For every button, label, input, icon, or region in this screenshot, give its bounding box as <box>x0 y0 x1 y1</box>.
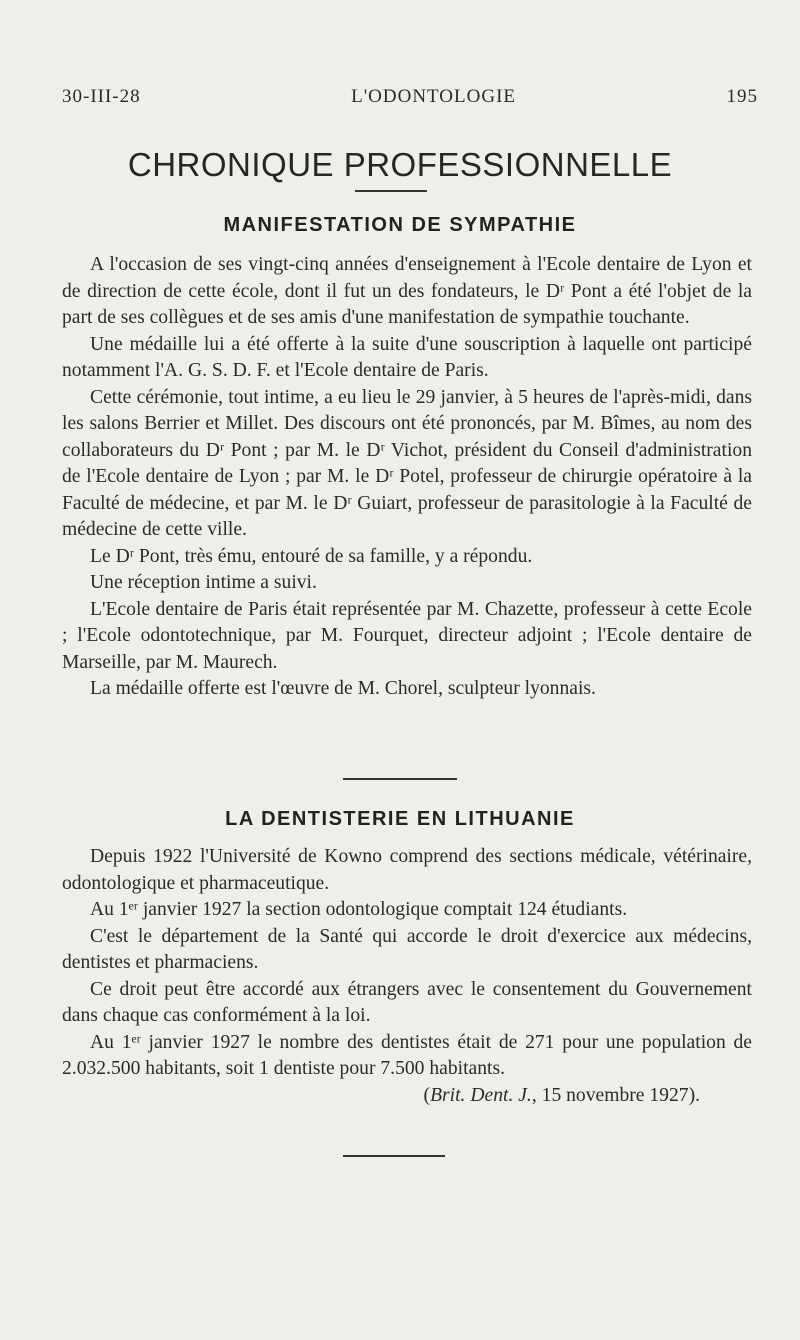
section-body-lituanie <box>62 844 752 1109</box>
section-heading-lituanie: LA DENTISTERIE EN LITHUANIE <box>225 808 575 830</box>
section-body-sympathie <box>62 252 752 703</box>
section-heading-sympathie: MANIFESTATION DE SYMPATHIE <box>223 214 577 236</box>
paragraph: L'Ecole dentaire de Paris était représentée par M. Chazette, professeur à cette Ecole ; l'Ecole odontotechnique, par M. Fourquet, directeur adjoint ; l'Ecole dentaire de Marseille, par M. Maurech. <box>62 598 752 673</box>
page-number: 195 <box>726 86 758 107</box>
section-divider <box>343 778 457 780</box>
issue-date: 30-III-28 <box>62 86 141 107</box>
paragraph: Le Dʳ Pont, très ému, entouré de sa famille, y a répondu. <box>90 545 533 567</box>
paragraph: La médaille offerte est l'œuvre de M. Chorel, sculpteur lyonnais. <box>90 678 596 699</box>
paragraph: Au 1ᵉʳ janvier 1927 la section odontologique comptait 124 étudiants. <box>90 899 628 920</box>
paragraph: Cette cérémonie, tout intime, a eu lieu le 29 janvier, à 5 heures de l'après-midi, dans les salons Berrier et Millet. Des discours ont été prononcés, par M. Bîmes, au nom des collaborateurs du Dʳ Pont ; par M. le Dʳ Vichot, président du Conseil d'administration de l'Ecole dentaire de Lyon ; par M. le Dʳ Potel, professeur de chirurgie opératoire à la Faculté de médecine, et par M. le Dʳ Guiart, professeur de parasitologie à la Faculté de médecine de cette ville. <box>62 386 752 540</box>
paragraph: Ce droit peut être accordé aux étrangers avec le consentement du Gouvernement dans chaque cas conformément à la loi. <box>62 978 752 1026</box>
end-rule <box>343 1155 445 1157</box>
chronicle-title: CHRONIQUE PROFESSIONNELLE <box>127 146 673 183</box>
citation: (Brit. Dent. J., 15 novembre 1927). <box>423 1084 700 1106</box>
citation-source: Brit. Dent. J. <box>430 1084 532 1106</box>
paragraph: Depuis 1922 l'Université de Kowno comprend des sections médicale, vétérinaire, odontologique et pharmaceutique. <box>62 846 752 894</box>
paragraph: Au 1ᵉʳ janvier 1927 le nombre des dentistes était de 271 pour une population de 2.032.500 habitants, soit 1 dentiste pour 7.500 habitants. <box>62 1031 752 1079</box>
journal-title: L'ODONTOLOGIE <box>351 86 517 107</box>
title-rule <box>355 190 427 192</box>
paragraph: Une réception intime a suivi. <box>90 572 317 593</box>
citation-date: , 15 novembre 1927). <box>531 1084 700 1106</box>
paragraph: Une médaille lui a été offerte à la suite d'une souscription à laquelle ont participé notamment l'A. G. S. D. F. et l'Ecole dentaire de Paris. <box>62 333 752 381</box>
running-head <box>62 86 758 108</box>
paragraph: A l'occasion de ses vingt-cinq années d'enseignement à l'Ecole dentaire de Lyon et de direction de cette école, dont il fut un des fondateurs, le Dʳ Pont a été l'objet de la part de ses collègues et de ses amis d'une manifestation de sympathie touchante. <box>62 254 752 328</box>
paragraph: C'est le département de la Santé qui accorde le droit d'exercice aux médecins, dentistes et pharmaciens. <box>62 925 752 973</box>
